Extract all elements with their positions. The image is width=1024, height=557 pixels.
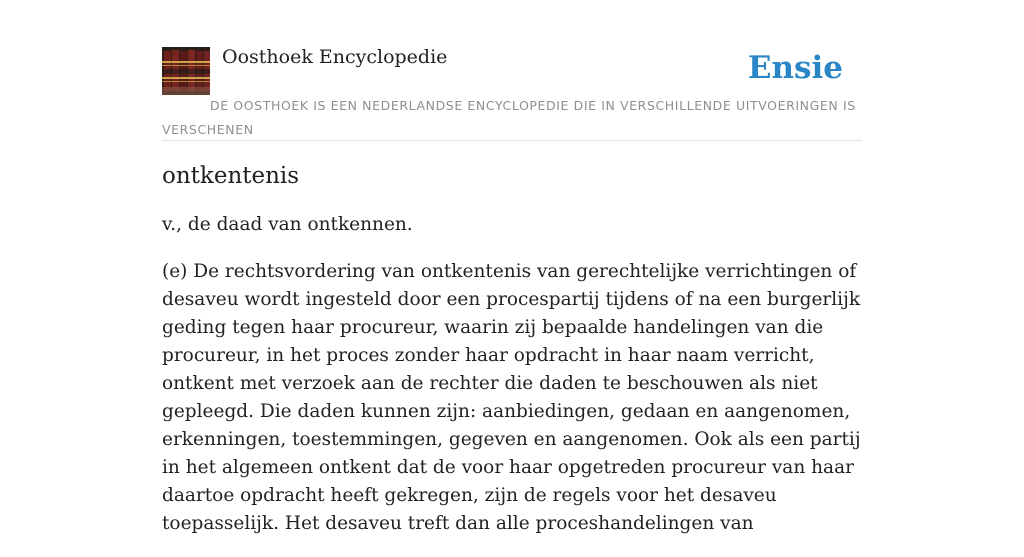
source-avatar[interactable] — [162, 47, 210, 95]
entry-term: ontkentenis — [162, 163, 300, 189]
article-container — [162, 44, 862, 557]
source-name-link[interactable]: Oosthoek Encyclopedie — [222, 46, 448, 68]
book-spines-icon — [162, 47, 210, 95]
entry-definition: v., de daad van ontkennen. — [162, 214, 413, 235]
source-tagline: DE OOSTHOEK IS EEN NEDERLANDSE ENCYCLOPEDIE DIE IN VERSCHILLENDE UITVOERINGEN IS VERSCHENEN — [162, 98, 856, 137]
entry-content — [162, 211, 862, 538]
source-header — [162, 44, 862, 141]
entry-body: (e) De rechtsvordering van ontkentenis van gerechtelijke verrichtingen of desaveu wordt ingesteld door een procespartij tijdens of na een burgerlijk geding tegen haar procureur, waarin zij bepaalde handelingen van die procureur, in het proces zonder haar opdracht in haar naam verricht, ontkent met verzoek aan de rechter die daden te beschouwen als niet gepleegd. Die daden kunnen zijn: aanbiedingen, gedaan en aangenomen, erkenningen, toestemmingen, gegeven en aangenomen. Ook als een partij in het algemeen ontkent dat de voor haar opgetreden procureur van haar daartoe opdracht heeft gekregen, zijn de regels voor het desaveu toepasselijk. Het desaveu treft dan alle proceshandelingen van — [162, 261, 861, 534]
ensie-logo-link[interactable]: Ensie — [747, 50, 843, 86]
